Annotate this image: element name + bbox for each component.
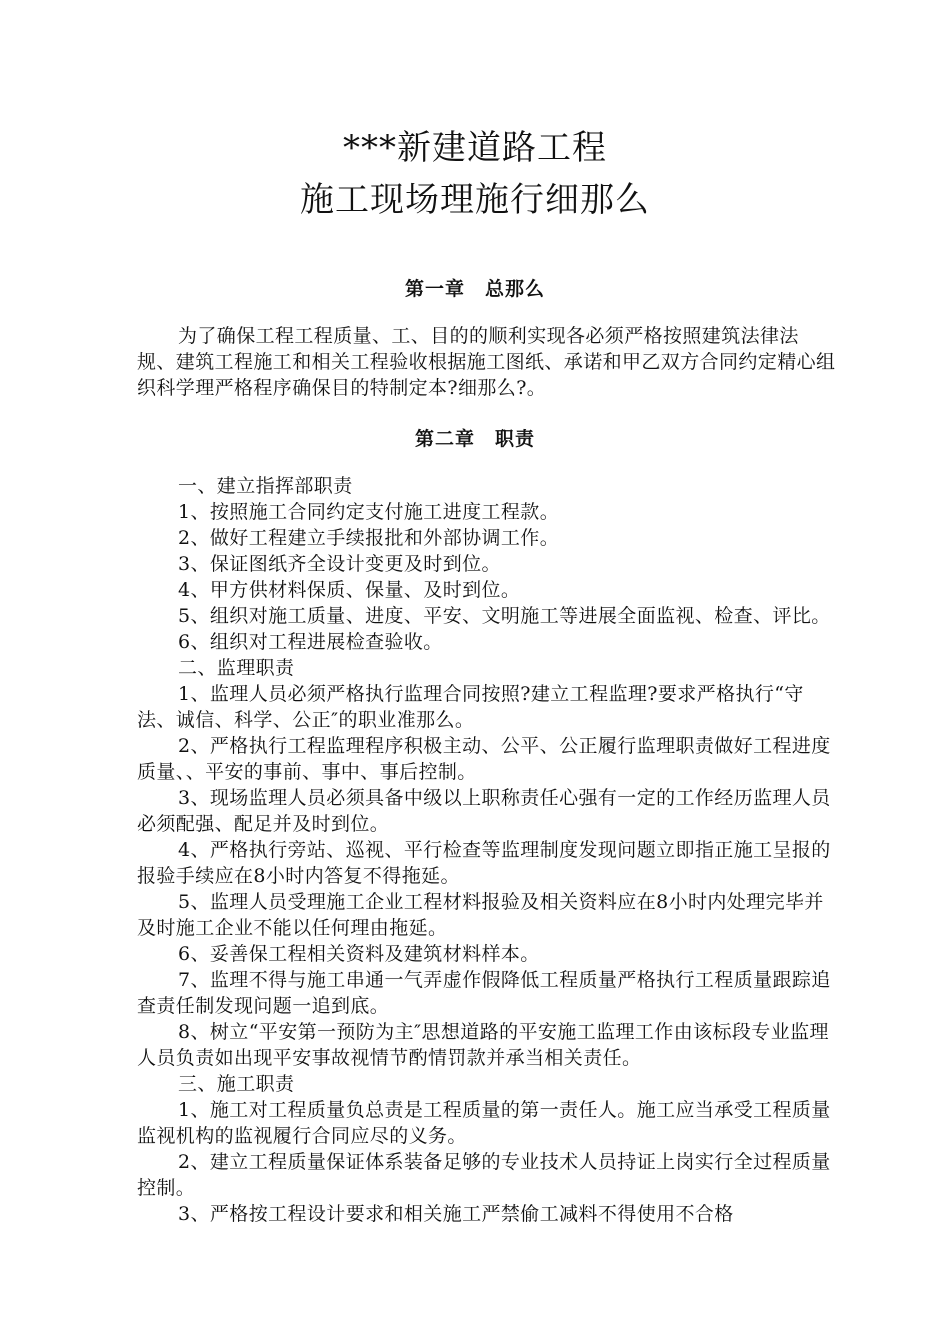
- list-item: 1、按照施工合同约定支付施工进度工程款。: [178, 501, 560, 523]
- list-item: 1、施工对工程质量负总责是工程质量的第一责任人。施工应当承受工程质量监视机构的监视履行合同应尽的义务。: [137, 1099, 831, 1147]
- section-heading: 一、建立指挥部职责: [178, 475, 353, 497]
- list-item: 7、监理不得与施工串通一气弄虚作假降低工程质量严格执行工程质量跟踪追查责任制发现问题一追到底。: [137, 969, 831, 1017]
- list-item: 2、严格执行工程监理程序积极主动、公平、公正履行监理职责做好工程进度质量、、平安的事前、事中、事后控制。: [137, 735, 831, 783]
- section-heading: 二、监理职责: [178, 657, 295, 679]
- chapter1-paragraph: 为了确保工程工程质量、工、目的的顺利实现各必须严格按照建筑法律法规、建筑工程施工和相关工程验收根据施工图纸、承诺和甲乙双方合同约定精心组织科学理严格程序确保目的特制定本?细那么?。: [137, 325, 836, 399]
- section-heading: 三、施工职责: [178, 1073, 295, 1095]
- list-item: 5、组织对施工质量、进度、平安、文明施工等进展全面监视、检查、评比。: [178, 605, 831, 627]
- list-item: 6、妥善保工程相关资料及建筑材料样本。: [178, 943, 540, 965]
- chapter1-body: [137, 323, 837, 401]
- list-item: 2、建立工程质量保证体系装备足够的专业技术人员持证上岗实行全过程质量控制。: [137, 1151, 831, 1199]
- list-item: 8、树立“平安第一预防为主″思想道路的平安施工监理工作由该标段专业监理人员负责如出现平安事故视情节酌情罚款并承当相关责任。: [137, 1021, 829, 1069]
- chapter1-heading: 第一章 总那么: [404, 278, 545, 300]
- document-title-line1: ***新建道路工程: [343, 128, 607, 168]
- chapter2-heading: 第二章 职责: [414, 428, 535, 450]
- list-item: 4、严格执行旁站、巡视、平行检查等监理制度发现问题立即指正施工呈报的报验手续应在8小时内答复不得拖延。: [137, 839, 831, 887]
- list-item: 3、严格按工程设计要求和相关施工严禁偷工减料不得使用不合格: [178, 1203, 734, 1225]
- list-item: 3、保证图纸齐全设计变更及时到位。: [178, 553, 501, 575]
- list-item: 2、做好工程建立手续报批和外部协调工作。: [178, 527, 560, 549]
- list-item: 5、监理人员受理施工企业工程材料报验及相关资料应在8小时内处理完毕并及时施工企业不能以任何理由拖延。: [137, 891, 824, 939]
- list-item: 6、组织对工程进展检查验收。: [178, 631, 443, 653]
- document-title-line2: 施工现场理施行细那么: [300, 180, 650, 220]
- list-item: 4、甲方供材料保质、保量、及时到位。: [178, 579, 521, 601]
- list-item: 3、现场监理人员必须具备中级以上职称责任心强有一定的工作经历监理人员必须配强、配足并及时到位。: [137, 787, 831, 835]
- list-item: 1、监理人员必须严格执行监理合同按照?建立工程监理?要求严格执行“守法、诚信、科学、公正″的职业准那么。: [137, 683, 804, 731]
- chapter2-body: [137, 473, 837, 1227]
